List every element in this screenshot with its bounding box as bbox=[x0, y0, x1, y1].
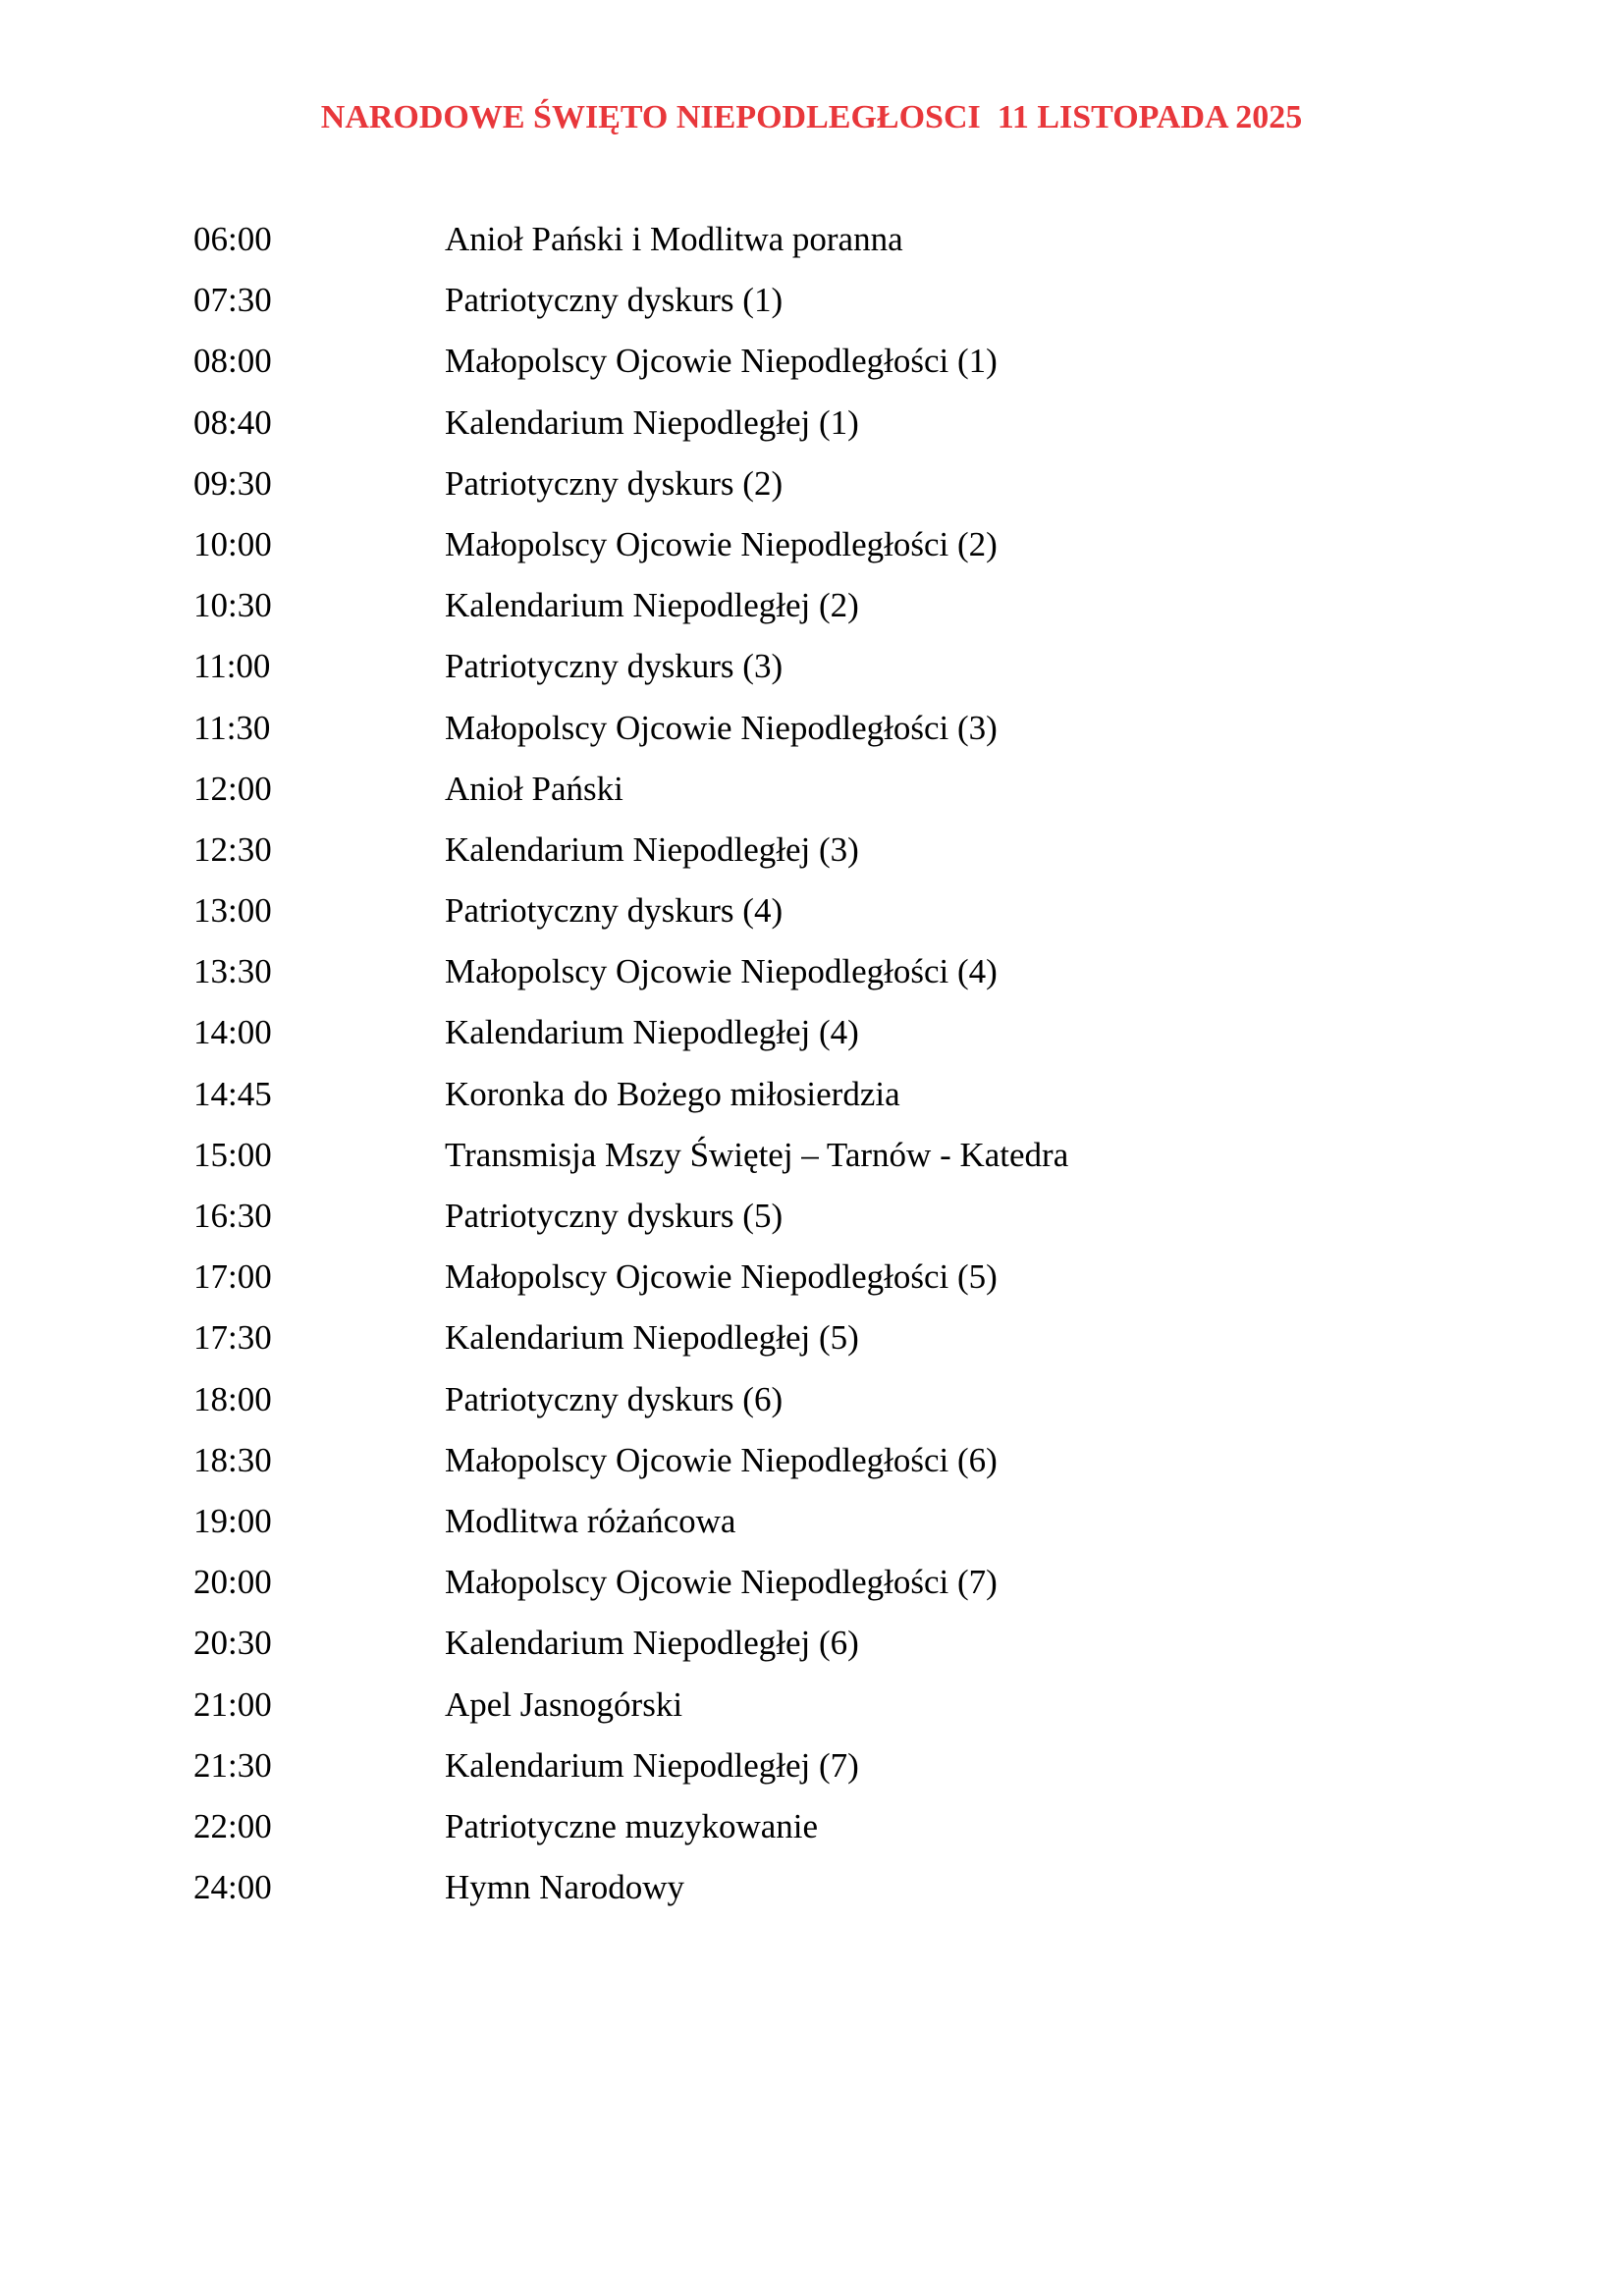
schedule-row bbox=[0, 1369, 1623, 1430]
schedule-time: 18:00 bbox=[193, 1379, 272, 1418]
schedule-time: 14:00 bbox=[193, 1013, 272, 1052]
schedule-row bbox=[0, 1430, 1623, 1491]
schedule-row bbox=[0, 1735, 1623, 1796]
schedule-event: Małopolscy Ojcowie Niepodległości (4) bbox=[445, 952, 998, 991]
schedule-time: 21:30 bbox=[193, 1745, 272, 1785]
schedule-event: Małopolscy Ojcowie Niepodległości (2) bbox=[445, 524, 998, 563]
schedule-time: 21:00 bbox=[193, 1684, 272, 1724]
schedule-event: Małopolscy Ojcowie Niepodległości (3) bbox=[445, 708, 998, 747]
schedule-time: 08:00 bbox=[193, 342, 272, 381]
schedule-event: Małopolscy Ojcowie Niepodległości (5) bbox=[445, 1257, 998, 1297]
schedule-row bbox=[0, 331, 1623, 392]
schedule-event: Patriotyczny dyskurs (3) bbox=[445, 647, 784, 686]
schedule-row bbox=[0, 1675, 1623, 1735]
schedule-event: Patriotyczny dyskurs (2) bbox=[445, 463, 784, 503]
schedule-row bbox=[0, 820, 1623, 881]
schedule-time: 11:30 bbox=[193, 708, 271, 747]
schedule-time: 06:00 bbox=[193, 220, 272, 258]
schedule-time: 24:00 bbox=[193, 1868, 272, 1907]
schedule-event: Kalendarium Niepodległej (3) bbox=[445, 829, 859, 869]
schedule-time: 17:00 bbox=[193, 1257, 272, 1297]
schedule-event: Patriotyczny dyskurs (1) bbox=[445, 281, 784, 320]
schedule-event: Kalendarium Niepodległej (5) bbox=[445, 1318, 859, 1358]
schedule-time: 17:30 bbox=[193, 1318, 272, 1358]
schedule-time: 08:40 bbox=[193, 402, 272, 442]
schedule-row bbox=[0, 881, 1623, 941]
schedule-event: Małopolscy Ojcowie Niepodległości (1) bbox=[445, 342, 998, 381]
schedule-list bbox=[0, 209, 1623, 1918]
schedule-row bbox=[0, 514, 1623, 575]
schedule-time: 15:00 bbox=[193, 1135, 272, 1174]
schedule-event: Patriotyczny dyskurs (4) bbox=[445, 891, 784, 931]
schedule-row bbox=[0, 636, 1623, 697]
schedule-event: Małopolscy Ojcowie Niepodległości (7) bbox=[445, 1563, 998, 1602]
schedule-time: 12:30 bbox=[193, 829, 272, 869]
schedule-event: Hymn Narodowy bbox=[445, 1868, 684, 1907]
schedule-time: 13:00 bbox=[193, 891, 272, 931]
schedule-row bbox=[0, 1247, 1623, 1308]
schedule-time: 22:00 bbox=[193, 1806, 272, 1845]
schedule-event: Modlitwa różańcowa bbox=[445, 1501, 736, 1540]
schedule-row bbox=[0, 1308, 1623, 1368]
schedule-time: 12:00 bbox=[193, 769, 272, 808]
schedule-row bbox=[0, 1002, 1623, 1063]
schedule-row bbox=[0, 393, 1623, 454]
schedule-time: 14:45 bbox=[193, 1074, 272, 1113]
schedule-event: Transmisja Mszy Świętej – Tarnów - Katedra bbox=[445, 1135, 1069, 1174]
schedule-time: 11:00 bbox=[193, 647, 271, 686]
schedule-row bbox=[0, 1125, 1623, 1186]
schedule-time: 20:30 bbox=[193, 1624, 272, 1663]
schedule-row bbox=[0, 454, 1623, 514]
schedule-row bbox=[0, 759, 1623, 820]
schedule-row bbox=[0, 1186, 1623, 1247]
schedule-row bbox=[0, 698, 1623, 759]
schedule-row bbox=[0, 1064, 1623, 1125]
schedule-time: 20:00 bbox=[193, 1563, 272, 1602]
schedule-time: 09:30 bbox=[193, 463, 272, 503]
schedule-event: Patriotyczne muzykowanie bbox=[445, 1806, 819, 1845]
page-title: NARODOWE ŚWIĘTO NIEPODLEGŁOSCI 11 LISTOPADA 2025 bbox=[320, 99, 1303, 135]
schedule-time: 13:30 bbox=[193, 952, 272, 991]
schedule-row bbox=[0, 1796, 1623, 1857]
schedule-event: Apel Jasnogórski bbox=[445, 1684, 683, 1724]
schedule-row bbox=[0, 1552, 1623, 1613]
schedule-time: 10:00 bbox=[193, 524, 272, 563]
schedule-row bbox=[0, 575, 1623, 636]
schedule-row bbox=[0, 1857, 1623, 1918]
schedule-row bbox=[0, 209, 1623, 270]
schedule-event: Kalendarium Niepodległej (7) bbox=[445, 1745, 859, 1785]
schedule-event: Kalendarium Niepodległej (2) bbox=[445, 586, 859, 625]
schedule-time: 07:30 bbox=[193, 281, 272, 320]
schedule-time: 18:30 bbox=[193, 1440, 272, 1479]
schedule-time: 16:30 bbox=[193, 1197, 272, 1235]
schedule-event: Anioł Pański i Modlitwa poranna bbox=[445, 220, 903, 258]
schedule-row bbox=[0, 270, 1623, 331]
schedule-time: 10:30 bbox=[193, 586, 272, 625]
schedule-row bbox=[0, 1613, 1623, 1674]
schedule-event: Koronka do Bożego miłosierdzia bbox=[445, 1074, 900, 1113]
schedule-event: Patriotyczny dyskurs (6) bbox=[445, 1379, 784, 1418]
schedule-row bbox=[0, 1491, 1623, 1552]
schedule-event: Małopolscy Ojcowie Niepodległości (6) bbox=[445, 1440, 998, 1479]
schedule-row bbox=[0, 941, 1623, 1002]
schedule-event: Anioł Pański bbox=[445, 769, 623, 808]
schedule-event: Patriotyczny dyskurs (5) bbox=[445, 1197, 784, 1235]
schedule-event: Kalendarium Niepodległej (4) bbox=[445, 1013, 859, 1052]
schedule-event: Kalendarium Niepodległej (1) bbox=[445, 402, 859, 442]
schedule-time: 19:00 bbox=[193, 1501, 272, 1540]
schedule-event: Kalendarium Niepodległej (6) bbox=[445, 1624, 859, 1663]
